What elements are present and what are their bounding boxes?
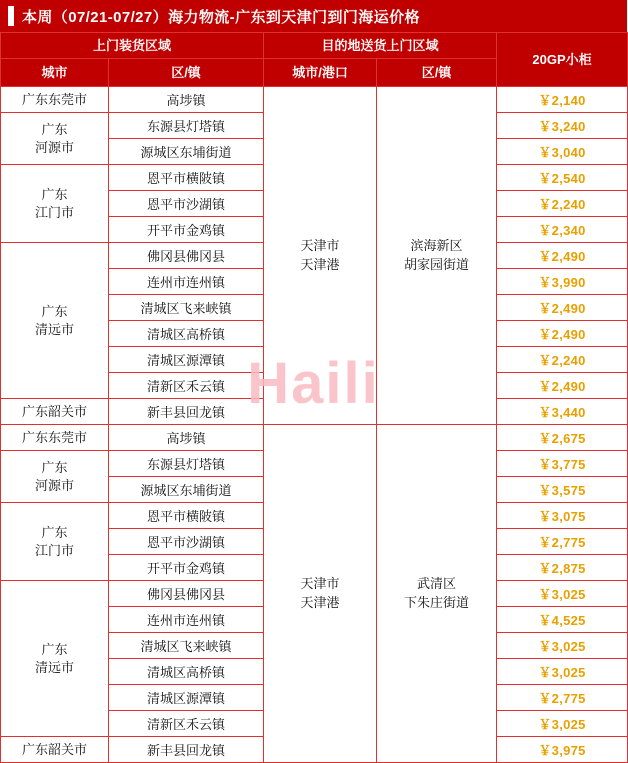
origin-city-cell: 广东东莞市 — [1, 87, 109, 113]
price-cell: ￥3,075 — [497, 503, 628, 529]
origin-town-cell: 新丰县回龙镇 — [109, 399, 264, 425]
price-cell: ￥3,440 — [497, 399, 628, 425]
price-cell: ￥2,240 — [497, 191, 628, 217]
destination-city-cell: 天津市 天津港 — [264, 425, 377, 763]
origin-city-cell: 广东 河源市 — [1, 451, 109, 503]
origin-town-cell: 清城区高桥镇 — [109, 321, 264, 347]
origin-city-cell: 广东 河源市 — [1, 113, 109, 165]
origin-city-cell: 广东韶关市 — [1, 737, 109, 763]
header-destination-area: 目的地送货上门区域 — [264, 33, 497, 59]
header-origin-city: 城市 — [1, 59, 109, 87]
origin-city-cell: 广东 清远市 — [1, 581, 109, 737]
price-cell: ￥3,025 — [497, 581, 628, 607]
origin-town-cell: 恩平市横陂镇 — [109, 165, 264, 191]
price-cell: ￥2,775 — [497, 685, 628, 711]
origin-city-cell: 广东 江门市 — [1, 503, 109, 581]
price-cell: ￥2,140 — [497, 87, 628, 113]
price-cell: ￥2,540 — [497, 165, 628, 191]
origin-town-cell: 新丰县回龙镇 — [109, 737, 264, 763]
origin-town-cell: 高埗镇 — [109, 425, 264, 451]
price-cell: ￥2,240 — [497, 347, 628, 373]
price-cell: ￥3,025 — [497, 659, 628, 685]
header-origin-area: 上门装货区域 — [1, 33, 264, 59]
origin-town-cell: 恩平市横陂镇 — [109, 503, 264, 529]
origin-town-cell: 清城区源潭镇 — [109, 685, 264, 711]
price-cell: ￥3,240 — [497, 113, 628, 139]
origin-town-cell: 开平市金鸡镇 — [109, 555, 264, 581]
price-cell: ￥2,340 — [497, 217, 628, 243]
title-accent-bar — [8, 6, 14, 26]
origin-town-cell: 清城区源潭镇 — [109, 347, 264, 373]
price-cell: ￥4,525 — [497, 607, 628, 633]
origin-town-cell: 清城区飞来峡镇 — [109, 295, 264, 321]
page-title-bar — [0, 0, 627, 32]
origin-town-cell: 东源县灯塔镇 — [109, 451, 264, 477]
origin-city-cell: 广东东莞市 — [1, 425, 109, 451]
origin-town-cell: 恩平市沙湖镇 — [109, 529, 264, 555]
origin-town-cell: 清城区飞来峡镇 — [109, 633, 264, 659]
origin-city-cell: 广东 清远市 — [1, 243, 109, 399]
origin-city-cell: 广东 江门市 — [1, 165, 109, 243]
origin-town-cell: 源城区东埔街道 — [109, 139, 264, 165]
origin-town-cell: 东源县灯塔镇 — [109, 113, 264, 139]
origin-town-cell: 佛冈县佛冈县 — [109, 243, 264, 269]
price-cell: ￥3,040 — [497, 139, 628, 165]
header-dest-town: 区/镇 — [377, 59, 497, 87]
watermark: Haili — [247, 351, 380, 416]
header-price-20gp: 20GP小柜 — [497, 33, 628, 87]
origin-town-cell: 连州市连州镇 — [109, 607, 264, 633]
price-cell: ￥3,575 — [497, 477, 628, 503]
table-body — [1, 87, 628, 763]
table-row — [1, 425, 628, 451]
header-origin-town: 区/镇 — [109, 59, 264, 87]
origin-town-cell: 恩平市沙湖镇 — [109, 191, 264, 217]
origin-town-cell: 清城区高桥镇 — [109, 659, 264, 685]
shipping-price-table — [0, 32, 628, 763]
price-cell: ￥3,025 — [497, 711, 628, 737]
origin-town-cell: 连州市连州镇 — [109, 269, 264, 295]
origin-town-cell: 开平市金鸡镇 — [109, 217, 264, 243]
origin-town-cell: 源城区东埔街道 — [109, 477, 264, 503]
header-dest-city: 城市/港口 — [264, 59, 377, 87]
table-group-header-row — [1, 33, 628, 59]
table-row — [1, 87, 628, 113]
destination-city-cell: 天津市 天津港 — [264, 87, 377, 425]
destination-town-cell: 武清区 下朱庄街道 — [377, 425, 497, 763]
price-cell: ￥2,875 — [497, 555, 628, 581]
origin-town-cell: 高埗镇 — [109, 87, 264, 113]
price-cell: ￥2,490 — [497, 321, 628, 347]
price-cell: ￥2,675 — [497, 425, 628, 451]
origin-city-cell: 广东韶关市 — [1, 399, 109, 425]
price-cell: ￥2,490 — [497, 295, 628, 321]
origin-town-cell: 清新区禾云镇 — [109, 373, 264, 399]
price-cell: ￥3,990 — [497, 269, 628, 295]
origin-town-cell: 佛冈县佛冈县 — [109, 581, 264, 607]
price-cell: ￥3,775 — [497, 451, 628, 477]
price-cell: ￥3,025 — [497, 633, 628, 659]
destination-town-cell: 滨海新区 胡家园街道 — [377, 87, 497, 425]
origin-town-cell: 清新区禾云镇 — [109, 711, 264, 737]
price-cell: ￥2,490 — [497, 243, 628, 269]
price-cell: ￥2,490 — [497, 373, 628, 399]
page-title: 本周（07/21-07/27）海力物流-广东到天津门到门海运价格 — [22, 8, 420, 26]
price-cell: ￥2,775 — [497, 529, 628, 555]
table-header — [1, 33, 628, 87]
price-cell: ￥3,975 — [497, 737, 628, 763]
